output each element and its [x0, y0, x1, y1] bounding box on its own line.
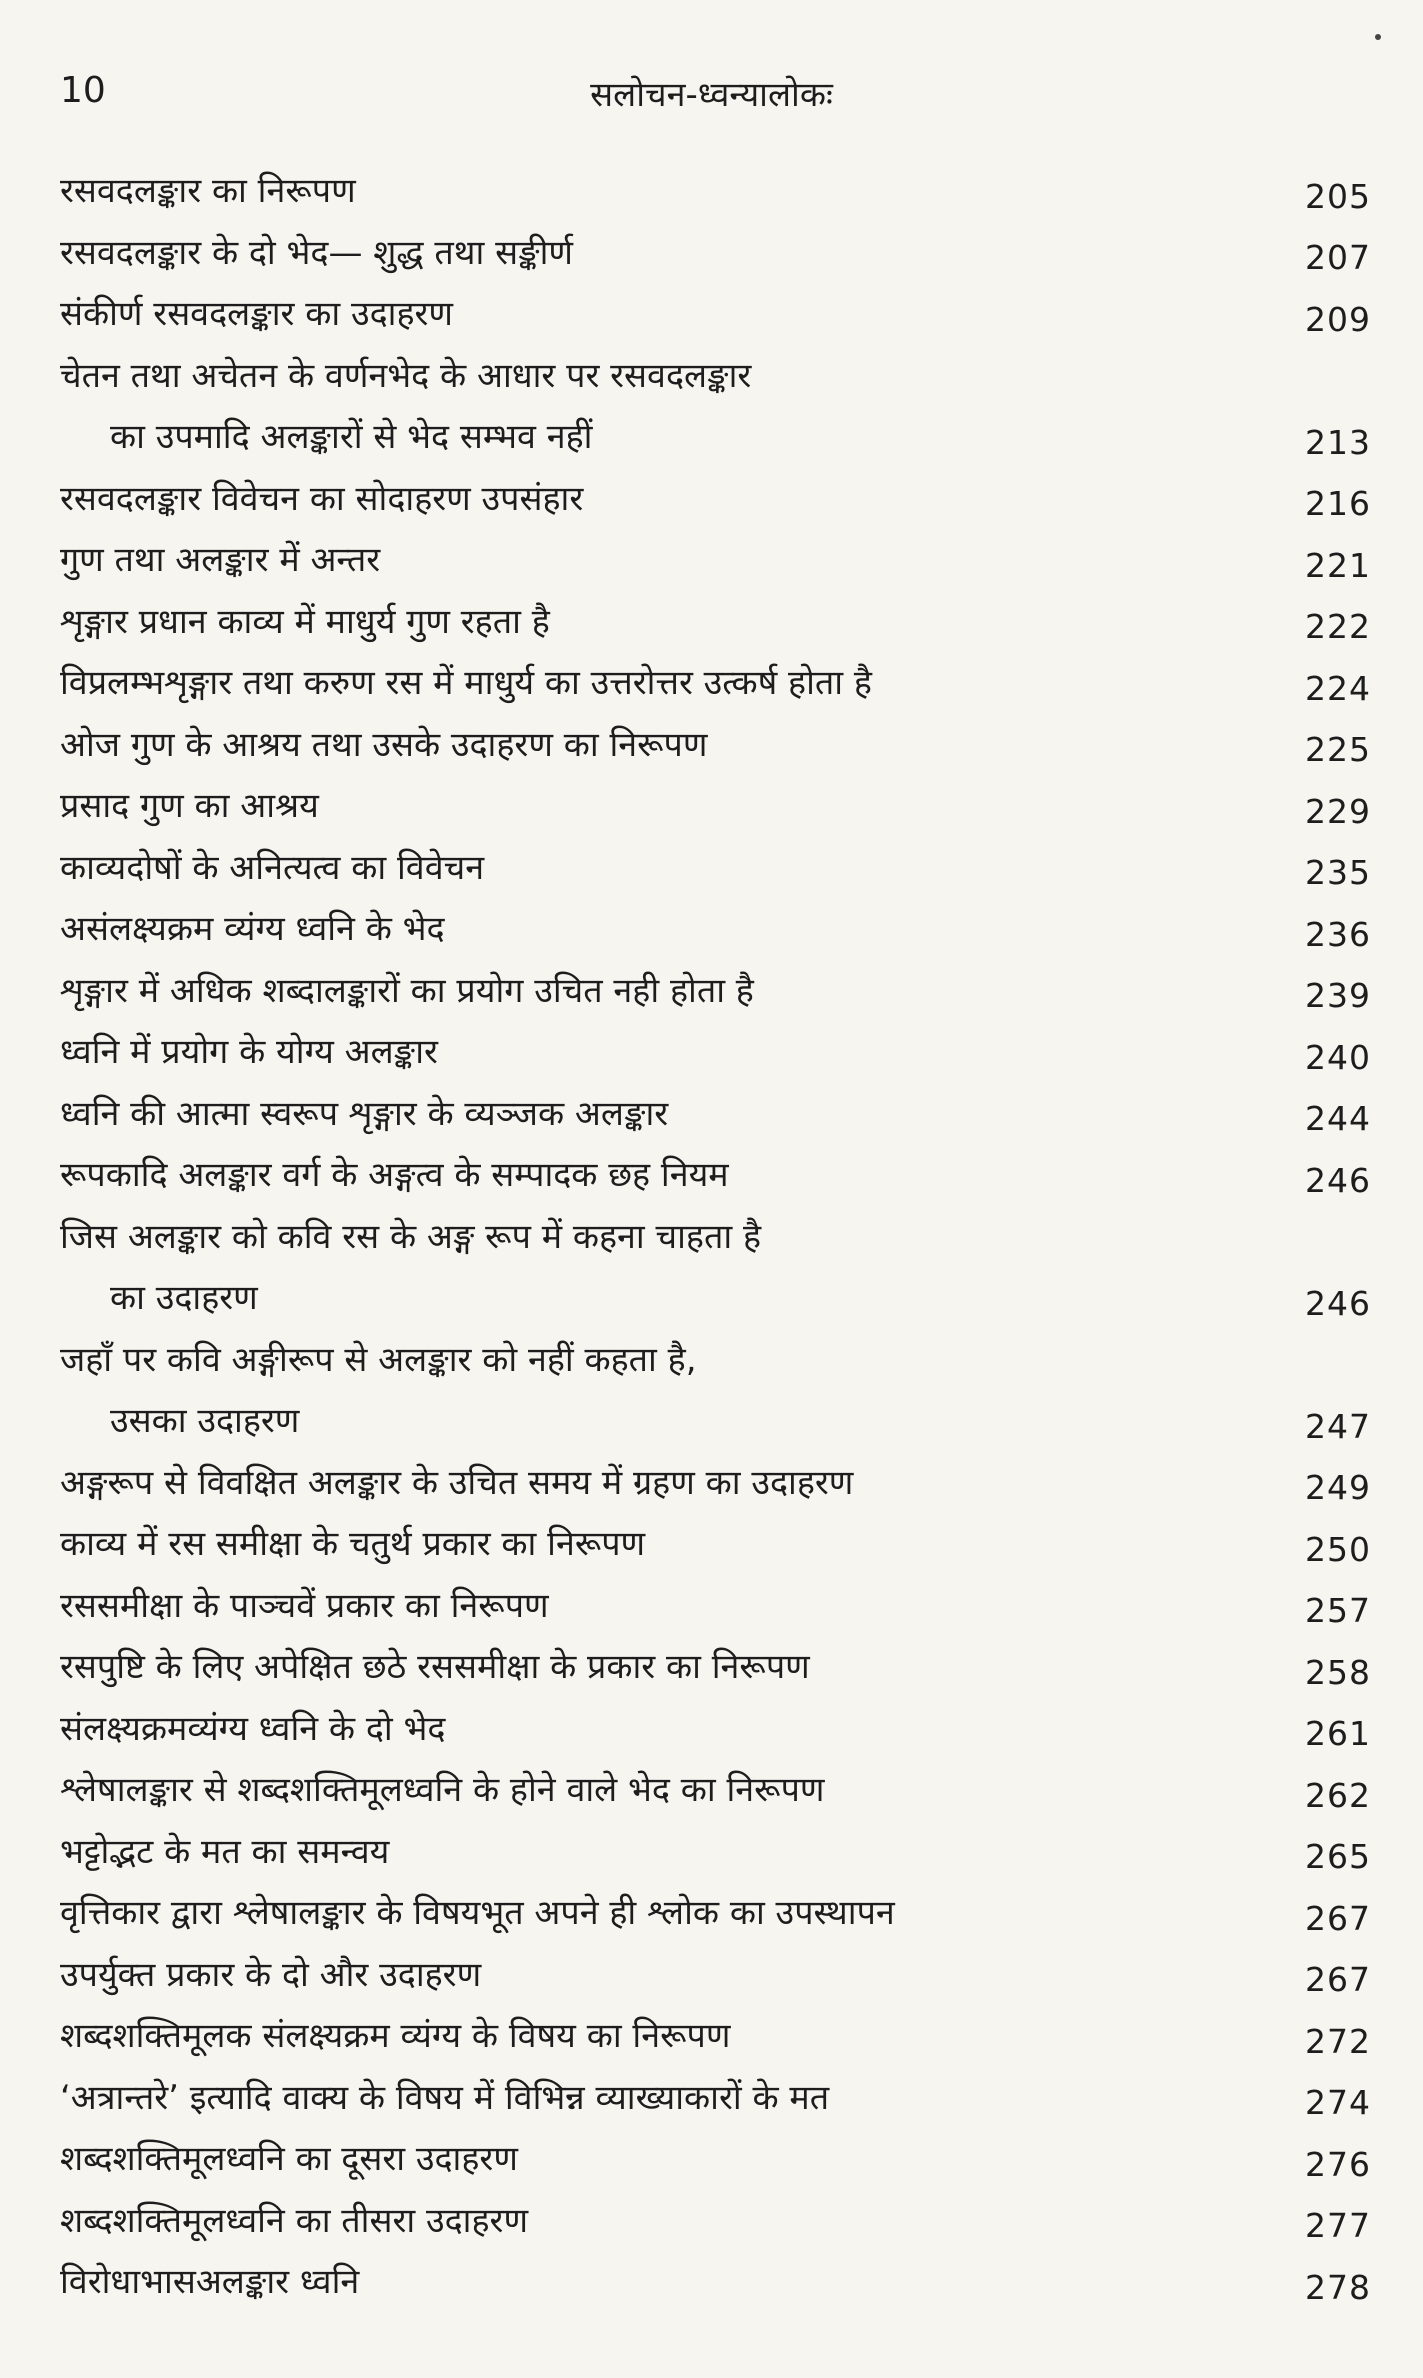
toc-entry-title: काव्य में रस समीक्षा के चतुर्थ प्रकार का निरूपण [60, 1524, 646, 1564]
toc-entry-page: 265 [1305, 1837, 1371, 1876]
toc-entry-title-continued: उसका उदाहरण [110, 1400, 300, 1441]
toc-entry-title: जहाँ पर कवि अङ्गीरूप से अलङ्कार को नहीं कहता है, [60, 1339, 697, 1380]
toc-entry-title: वृत्तिकार द्वारा श्लेषालङ्कार के विषयभूत अपने ही श्लोक का उपस्थापन [60, 1893, 895, 1933]
toc-entry-page: 277 [1305, 2206, 1371, 2245]
page-number: 10 [60, 70, 106, 111]
toc-entry-page: 216 [1305, 484, 1371, 523]
toc-entry-page: 246 [1305, 1160, 1371, 1200]
toc-entry [0, 654, 1423, 716]
toc-entry-page: 244 [1305, 1099, 1371, 1138]
toc-entry-page: 261 [1305, 1714, 1371, 1753]
toc-entry-title: संकीर्ण रसवदलङ्कार का उदाहरण [60, 294, 453, 334]
toc-entry-page: 247 [1305, 1406, 1371, 1446]
toc-entry-page: 267 [1305, 1898, 1371, 1938]
toc-entry-title: शब्दशक्तिमूलक संलक्ष्यक्रम व्यंग्य के विषय का निरूपण [60, 2016, 731, 2056]
toc-entry [0, 2069, 1423, 2131]
toc-entry-title: विरोधाभासअलङ्कार ध्वनि [60, 2262, 360, 2302]
toc-entry-title: रसवदलङ्कार के दो भेद— शुद्ध तथा सङ्कीर्ण [60, 232, 573, 273]
toc-entry [0, 285, 1423, 347]
toc-entry-page: 246 [1305, 1283, 1371, 1323]
toc-entry-page: 262 [1305, 1775, 1371, 1815]
toc-entry-page: 272 [1305, 2021, 1371, 2061]
toc-entry [0, 1761, 1423, 1823]
toc-entry [0, 1454, 1423, 1516]
toc-entry [0, 1946, 1423, 2008]
toc-entry [0, 777, 1423, 839]
toc-entry-page: 229 [1305, 791, 1371, 831]
toc-entry [0, 1331, 1423, 1454]
toc-entry-title-continued: का उपमादि अलङ्कारों से भेद सम्भव नहीं [110, 416, 593, 457]
toc-entry-page: 258 [1305, 1652, 1371, 1692]
toc-entry-title: उपर्युक्त प्रकार के दो और उदाहरण [60, 1954, 482, 1995]
toc-entry-title-continued: का उदाहरण [110, 1277, 258, 1318]
toc-entry [0, 716, 1423, 778]
toc-entry-page: 276 [1305, 2144, 1371, 2184]
toc-entry [0, 839, 1423, 901]
toc-entry [0, 2007, 1423, 2069]
toc-entry-page: 221 [1305, 545, 1371, 585]
toc-entry [0, 962, 1423, 1024]
toc-entry-title: संलक्ष्यक्रमव्यंग्य ध्वनि के दो भेद [60, 1708, 446, 1749]
toc-entry-title: भट्टोद्भट के मत का समन्वय [60, 1831, 390, 1872]
toc-entry-title: प्रसाद गुण का आश्रय [60, 786, 319, 826]
toc-entry [0, 2192, 1423, 2254]
toc-entry [0, 900, 1423, 962]
toc-entry-page: 257 [1305, 1591, 1371, 1630]
toc-entry-page: 267 [1305, 1960, 1371, 1999]
toc-entry-page: 249 [1305, 1468, 1371, 1507]
toc-entry-page: 250 [1305, 1529, 1371, 1569]
toc-entry [0, 162, 1423, 224]
toc-entry-title: शृङ्गार में अधिक शब्दालङ्कारों का प्रयोग उचित नही होता है [60, 970, 754, 1011]
toc-entry-title: चेतन तथा अचेतन के वर्णनभेद के आधार पर रसवदलङ्कार [60, 355, 752, 396]
toc-entry-page: 239 [1305, 976, 1371, 1015]
toc-entry-title: काव्यदोषों के अनित्यत्व का विवेचन [60, 847, 485, 888]
toc-entry [0, 1823, 1423, 1885]
toc-entry [0, 1146, 1423, 1208]
toc-entry-title: अङ्गरूप से विवक्षित अलङ्कार के उचित समय में ग्रहण का उदाहरण [60, 1462, 854, 1503]
toc-entry-title: विप्रलम्भशृङ्गार तथा करुण रस में माधुर्य का उत्तरोत्तर उत्कर्ष होता है [60, 663, 872, 703]
page-header [60, 70, 1363, 122]
toc-entry-title: रससमीक्षा के पाञ्चवें प्रकार का निरूपण [60, 1585, 549, 1626]
toc-entry [0, 470, 1423, 532]
toc-entry-page: 222 [1305, 607, 1371, 646]
toc-entry [0, 1700, 1423, 1762]
toc-entry-title: रसपुष्टि के लिए अपेक्षित छठे रससमीक्षा के प्रकार का निरूपण [60, 1647, 810, 1687]
toc-entry-page: 213 [1305, 422, 1371, 462]
toc-entry-title: शब्दशक्तिमूलध्वनि का तीसरा उदाहरण [60, 2200, 529, 2241]
toc-entry-page: 240 [1305, 1037, 1371, 1077]
toc-entry-page: 209 [1305, 299, 1371, 339]
toc-entry [0, 1515, 1423, 1577]
toc-entry [0, 1884, 1423, 1946]
toc-entry [0, 593, 1423, 655]
toc-entry [0, 2130, 1423, 2192]
toc-entry-title: गुण तथा अलङ्कार में अन्तर [60, 540, 381, 580]
toc-entry-title: शब्दशक्तिमूलध्वनि का दूसरा उदाहरण [60, 2139, 518, 2179]
toc-entry-title: ‘अत्रान्तरे’ इत्यादि वाक्य के विषय में विभिन्न व्याख्याकारों के मत [60, 2077, 830, 2118]
toc-entry-page: 278 [1305, 2267, 1371, 2307]
toc-entry [0, 1208, 1423, 1331]
toc-entry [0, 224, 1423, 286]
toc-entry-page: 236 [1305, 914, 1371, 954]
ink-dot [1375, 34, 1381, 40]
running-title: सलोचन-ध्वन्यालोकः [590, 75, 833, 115]
toc-entry [0, 531, 1423, 593]
toc-entry-title: रसवदलङ्कार विवेचन का सोदाहरण उपसंहार [60, 478, 584, 519]
toc-entry [0, 1023, 1423, 1085]
toc-entry-title: रूपकादि अलङ्कार वर्ग के अङ्गत्व के सम्पादक छह नियम [60, 1155, 729, 1195]
toc-entry-title: रसवदलङ्कार का निरूपण [60, 171, 356, 211]
toc-entry-title: जिस अलङ्कार को कवि रस के अङ्ग रूप में कहना चाहता है [60, 1216, 761, 1257]
toc-entry-title: शृङ्गार प्रधान काव्य में माधुर्य गुण रहता है [60, 601, 550, 642]
toc-entry-page: 224 [1305, 668, 1371, 708]
table-of-contents [0, 162, 1423, 2315]
toc-entry [0, 347, 1423, 470]
toc-entry-page: 225 [1305, 730, 1371, 769]
toc-entry [0, 2253, 1423, 2315]
toc-entry-page: 235 [1305, 853, 1371, 892]
toc-entry-title: श्लेषालङ्कार से शब्दशक्तिमूलध्वनि के होने वाले भेद का निरूपण [60, 1770, 825, 1810]
toc-entry-page: 274 [1305, 2083, 1371, 2122]
toc-entry-page: 205 [1305, 176, 1371, 216]
toc-entry [0, 1577, 1423, 1639]
toc-entry-title: ध्वनि में प्रयोग के योग्य अलङ्कार [60, 1032, 438, 1072]
toc-entry [0, 1638, 1423, 1700]
toc-entry-title: ओज गुण के आश्रय तथा उसके उदाहरण का निरूपण [60, 724, 708, 765]
toc-entry-page: 207 [1305, 238, 1371, 277]
toc-entry-title: असंलक्ष्यक्रम व्यंग्य ध्वनि के भेद [60, 909, 445, 949]
toc-entry-title: ध्वनि की आत्मा स्वरूप शृङ्गार के व्यञ्जक अलङ्कार [60, 1093, 669, 1134]
toc-entry [0, 1085, 1423, 1147]
